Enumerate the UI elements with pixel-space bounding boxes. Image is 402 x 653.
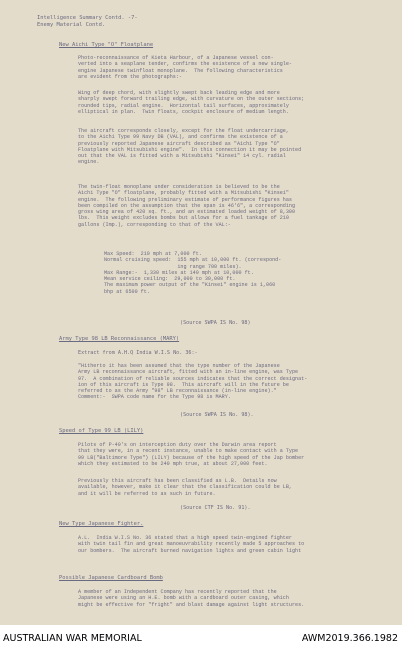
section-header: Enemy Material Contd. <box>37 22 106 28</box>
section1-para1: Photo-reconnaissance of Kieta Harbour, of a Japanese vessel con- verted into a seaplane tender, confirms the existence of a new single- engine Japanese twinfloat monoplane. The following characteristics are evident from the photographs:- <box>78 55 292 80</box>
archive-footer <box>0 625 402 653</box>
archive-name: AUSTRALIAN WAR MEMORIAL <box>3 633 142 644</box>
section2-para: "Hitherto it has been assumed that the type number of the Japanese Army LB reconnaissance aircraft, fitted with an in-line engine, was Type 97. A combination of reliable sources indicates that the correct designat- ion of this aircraft is Type 98. This aircraft will in the future be referred to as the Army "98" LB reconnaissance (in-line engine)." Comment:- SWPA code name for the Type 98 is MARY. <box>78 363 308 401</box>
section1-para2: Wing of deep chord, with slightly swept back leading edge and more sharply swept forward trailing edge, with curvature on the outer sections; rounded tips, radial engine. Horizontal tail surfaces, approximately elliptical in plan. Twin floats, cockpit enclosure of medium length. <box>78 90 305 115</box>
section4-para: A.L. India W.I.S No. 36 stated that a high speed twin-engined fighter with twin tail fin and great manoeuvrability recently made 5 approaches to our bombers. The aircraft burned navigation lights and green cabin light <box>78 535 305 554</box>
section3-para2: Previously this aircraft has been classified as L.B. Details now available, however, make it clear that the classification could be LB, and it will be referred to as such in future. <box>78 478 292 497</box>
section3-heading: Speed of Type 99 LB (LILY) <box>59 428 144 434</box>
section1-para3: The aircraft corresponds closely, except for the float undercarriage, to the Aichi Type 99 Navy DB (VAL), and confirms the existence of a previously reported Japanese aircraft described as "Aichi Type "O" Floatplane with Mitsubishi engine". In this connection it may be pointed out that the VAL is fitted with a Mitsubishi "Kinsei" 14 cyl. radial engine. <box>78 128 302 166</box>
section1-heading: New Aichi Type "O" Floatplane <box>59 42 154 48</box>
section5-heading: Possible Japanese Cardboard Bomb <box>59 575 163 581</box>
section5-para: A member of an Independent Company has recently reported that the Japanese were using an H.E. bomb with a cardboard outer casing, which might be effective for "fright" and blast damage against light structures. <box>78 589 305 608</box>
performance-stats: Max Speed: 210 mph at 7,000 ft. Normal cruising speed: 155 mph at 10,000 ft. (correspond- ing range 700 miles). Max Range:- 1,330 miles at 140 mph at 10,000 ft. Mean service ceiling: 29,000 to 30,000 ft. The maximum power output of the "Kinsei" engine is 1,060 bhp at 6500 ft. <box>104 251 282 295</box>
summary-header: Intelligence Summary Contd. -7- <box>37 15 138 21</box>
archive-reference: AWM2019.366.1982 <box>301 633 398 644</box>
section2-heading: Army Type 98 LB Reconnaissance (MARY) <box>59 336 180 342</box>
section4-heading: New Type Japanese Fighter. <box>59 521 144 527</box>
section1-para4: The twin-float monoplane under consideration is believed to be the Aichi Type "O" floatplane, probably fitted with a Mitsubishi "Kinsei" engine. The following preliminary estimate of performance figures has been compiled on the assumption that the span is 46'6", a corresponding gross wing area of 420 sq. ft., and an estimated loaded weight of 8,300 lbs. This weight excludes bombs but allows for a fuel tankage of 210 gallons (Imp.), corresponding to that of the VAL:- <box>78 184 296 228</box>
section2-extract: Extract from A.H.Q India W.I.S No. 36:- <box>78 350 198 356</box>
section3-para1: Pilots of P-40's on interception duty over the Darwin area report that they were, in a recent instance, unable to make contact with a Type 99 LB("Baltimore Type") (LILY) because of the high speed of the Jap bomber which they estimated to be 240 mph true, at about 27,000 feet. <box>78 442 305 467</box>
section2-source: (Source SWPA IS No. 98). <box>180 412 254 418</box>
section1-source: (Source SWPA IS No. 98) <box>180 320 251 326</box>
section3-source: (Source CTF IS No. 91). <box>180 505 251 511</box>
